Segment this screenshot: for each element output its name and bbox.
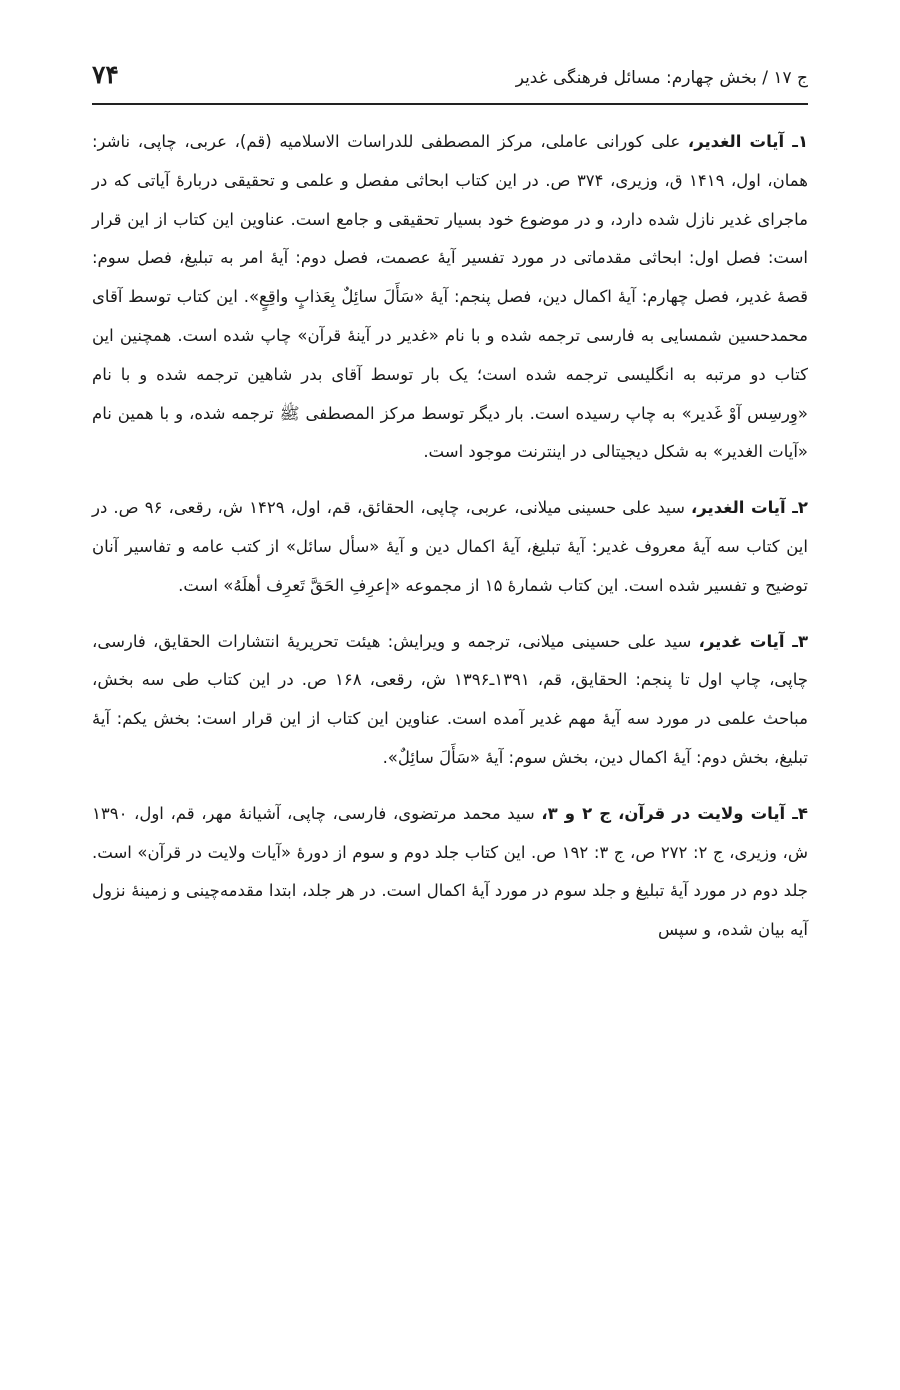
header-title: ج ۱۷ / بخش چهارم: مسائل فرهنگی غدیر (515, 68, 808, 88)
bibliography-entry-2 (92, 489, 808, 605)
entry-text: سید علی حسینی میلانی، عربی، چاپی، الحقائق، قم، اول، ۱۴۲۹ ش، رقعی، ۹۶ ص. در این کتاب سه آیهٔ معروف غدیر: آیهٔ تبلیغ، آیهٔ اکمال دین و آیهٔ «سأل سائل» از کتب عامه و تفاسیر آنان توضیح و تفسیر شده است. این کتاب شمارهٔ ۱۵ از مجموعه «إعرِفِ الحَقَّ تَعرِف أهلَهُ» است. (92, 498, 808, 595)
entry-title: ۲ـ آیات الغدیر، (691, 498, 808, 518)
entry-title: ۴ـ آیات ولایت در قرآن، ج ۲ و ۳، (541, 803, 808, 823)
book-page (92, 60, 808, 967)
bibliography-entry-3 (92, 623, 808, 778)
entry-title: ۱ـ آیات الغدیر، (687, 132, 809, 151)
page-number: ۷۴ (92, 60, 119, 89)
entry-title: ۳ـ آیات غدیر، (698, 631, 809, 651)
entry-text: سید محمد مرتضوی، فارسی، چاپی، آشیانهٔ مهر، قم، اول، ۱۳۹۰ ش، وزیری، ج ۲: ۲۷۲ ص، ج ۳: ۱۹۲ ص. این کتاب جلد دوم و سوم از دورهٔ «آیات ولایت در قرآن» است. جلد دوم در مورد آیهٔ تبلیغ و جلد سوم در مورد آیهٔ اکمال است. در هر جلد، ابتدا مقدمه‌چینی و زمینهٔ نزول آیه بیان شده، و سپس (92, 803, 808, 940)
running-header (92, 60, 808, 105)
entry-text: سید علی حسینی میلانی، ترجمه و ویرایش: هیئت تحریریهٔ انتشارات الحقایق، فارسی، چاپی، چاپ اول تا پنجم: الحقایق، قم، ۱۳۹۱ـ۱۳۹۶ ش، رقعی، ۱۶۸ ص. در این کتاب طی سه بخش، مباحث علمی در مورد سه آیهٔ مهم غدیر آمده است. عناوین این کتاب از این قرار است: بخش یکم: آیهٔ تبلیغ، بخش دوم: آیهٔ اکمال دین، بخش سوم: آیهٔ «سَأَلَ سائِلٌ». (92, 631, 808, 767)
entry-text: علی کورانی عاملی، مرکز المصطفی للدراسات الاسلامیه (قم)، عربی، چاپی، ناشر: همان، اول، ۱۴۱۹ ق، وزیری، ۳۷۴ ص. در این کتاب ابحاثی مفصل و علمی و تحقیقی دربارهٔ آیاتی که در ماجرای غدیر نازل شده دارد، و در موضوع خود بسیار تحقیقی و جامع است. عناوین این کتاب از این قرار است: فصل اول: ابحاثی مقدماتی در مورد تفسیر آیهٔ عصمت، فصل دوم: آیهٔ امر به تبلیغ، فصل سوم: قصهٔ غدیر، فصل چهارم: آیهٔ اکمال دین، فصل پنجم: آیهٔ «سَأَلَ سائِلٌ بِعَذابٍ واقِعٍ». این کتاب توسط آقای محمدحسین شمسایی به فارسی ترجمه شده و با نام «غدیر در آینهٔ قرآن» چاپ شده است. همچنین این کتاب دو مرتبه به انگلیسی ترجمه شده است؛ یک بار توسط آقای بدر شاهین ترجمه شده و با نام «وِرسِس آوْ غَدیر» به چاپ رسیده است. بار دیگر توسط مرکز المصطفی ﷺ ترجمه شده، و با همین نام «آیات الغدیر» به شکل دیجیتالی در اینترنت موجود است. (92, 132, 808, 462)
bibliography-entry-1 (92, 123, 808, 472)
bibliography-entry-4 (92, 795, 808, 950)
